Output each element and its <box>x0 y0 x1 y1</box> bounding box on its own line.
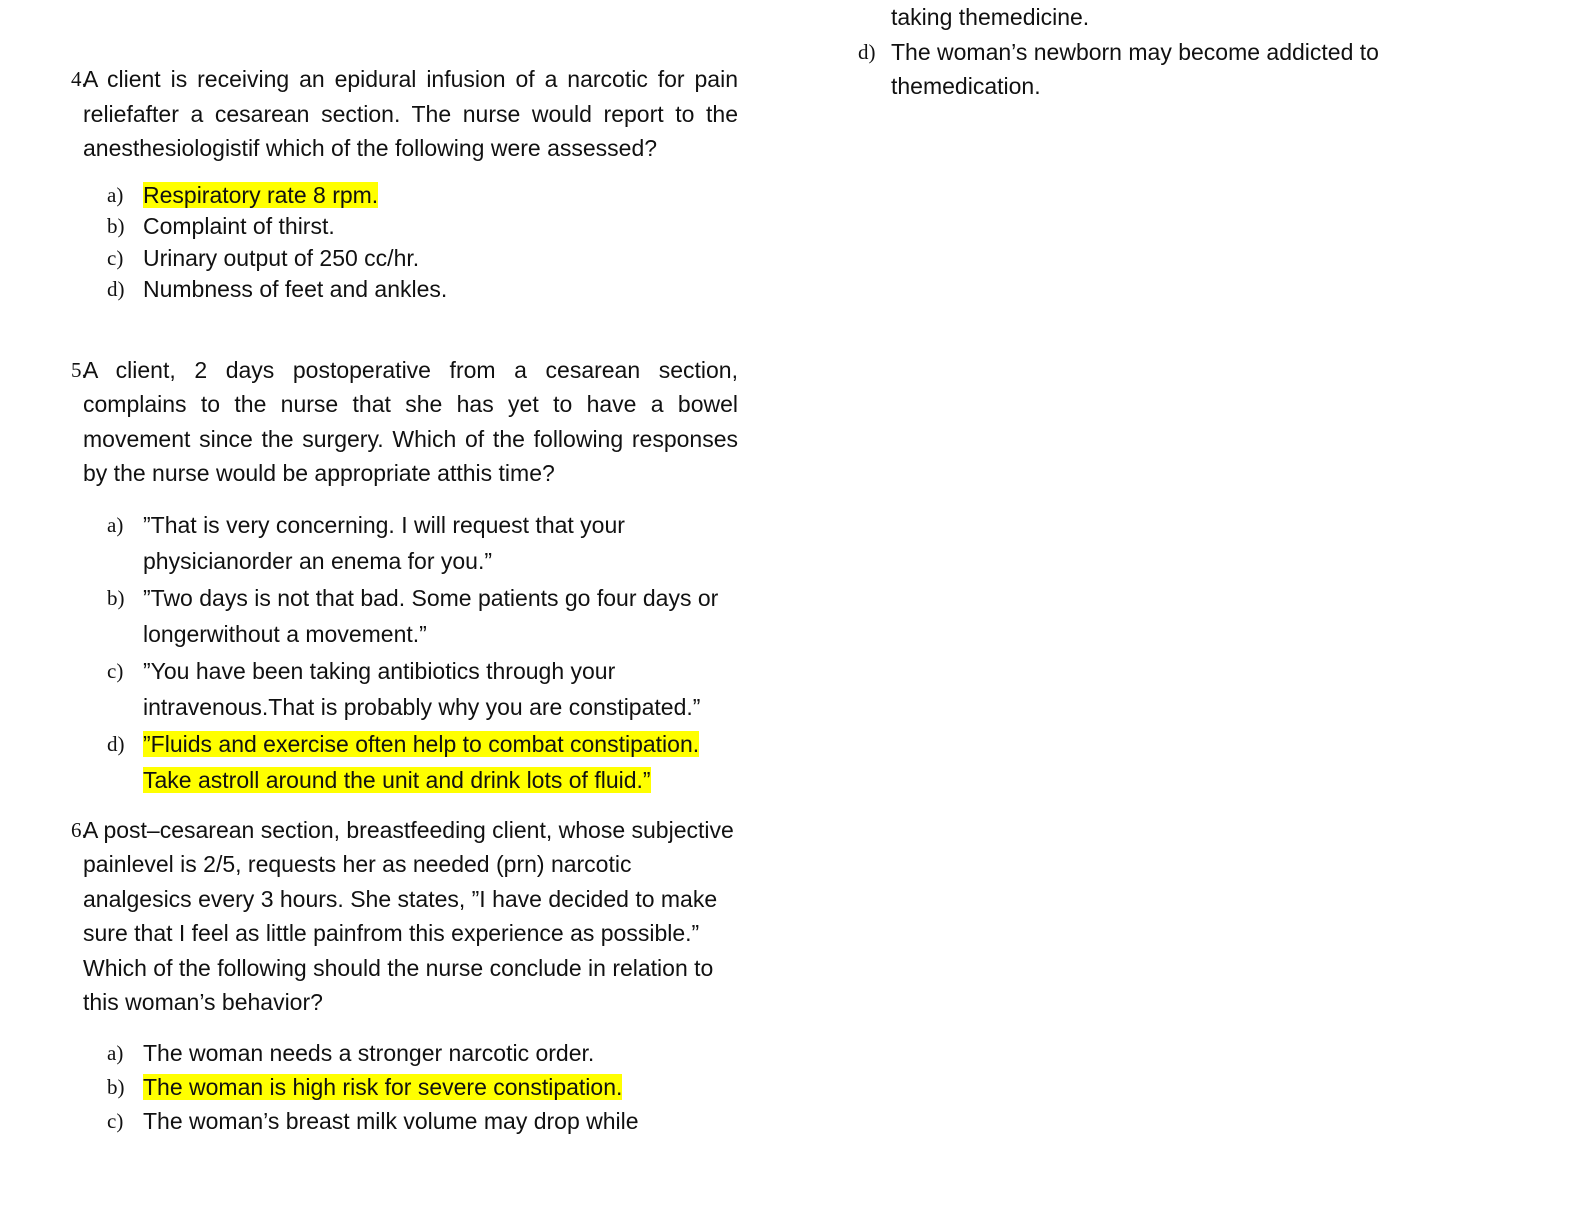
question-5-option-d <box>72 726 723 799</box>
option-text-highlighted: The woman is high risk for severe constipation. <box>143 1073 623 1100</box>
option-letter: b) <box>107 585 125 610</box>
question-4-text: A client is receiving an epidural infusion of a narcotic for pain reliefafter a cesarean section. The nurse would report to the anesthesiologistif which of the following were assessed? <box>83 66 738 161</box>
question-6-option-a <box>72 1036 723 1070</box>
option-text: Numbness of feet and ankles. <box>143 276 448 302</box>
right-column <box>858 0 1418 104</box>
option-text: ”Two days is not that bad. Some patients go four days or longerwithout a movement.” <box>143 584 719 647</box>
question-6-text: A post–cesarean section, breastfeeding client, whose subjective painlevel is 2/5, requests her as needed (prn) narcotic analgesics every 3 hours. She states, ”I have decided to make sure that I feel as little painfrom this experience as possible.” Which of the following should the nurse conclude in relation to this woman’s behavior? <box>83 816 734 1015</box>
left-column <box>72 62 738 1138</box>
option-text: ”You have been taking antibiotics through your intravenous.That is probably why you are constipated.” <box>143 657 701 720</box>
option-letter: d) <box>107 731 125 756</box>
option-letter: c) <box>107 658 124 683</box>
option-letter: a) <box>107 1040 124 1065</box>
question-5-option-a <box>72 507 723 580</box>
option-text: Urinary output of 250 cc/hr. <box>143 244 420 271</box>
option-text: Complaint of thirst. <box>143 213 335 239</box>
option-letter: b) <box>107 1074 125 1099</box>
option-text: taking themedicine. <box>891 4 1090 30</box>
question-5-option-b <box>72 580 723 653</box>
question-4-option-b <box>72 211 723 243</box>
option-letter: a) <box>107 512 124 537</box>
question-6-option-b <box>72 1070 723 1104</box>
option-letter: d) <box>858 39 876 64</box>
question-5-stem <box>72 353 738 491</box>
question-5-number: 5. <box>71 357 87 382</box>
option-text-highlighted: Respiratory rate 8 rpm. <box>143 181 379 208</box>
question-5-text: A client, 2 days postoperative from a cesarean section, complains to the nurse that she has yet to have a bowel movement since the surgery. Which of the following responses by the nurse would be appropriate atthis time? <box>83 356 738 486</box>
question-4-option-a <box>72 180 723 212</box>
option-text: The woman’s breast milk volume may drop while <box>143 1107 639 1134</box>
question-4-option-d <box>72 274 723 306</box>
option-letter: a) <box>107 182 124 207</box>
question-6-stem <box>72 813 738 1020</box>
question-6-number: 6. <box>71 817 87 842</box>
question-4-options <box>72 180 738 306</box>
question-4-option-c <box>72 243 723 275</box>
option-letter: d) <box>107 277 125 301</box>
option-letter: c) <box>107 1108 124 1133</box>
option-letter: b) <box>107 214 125 238</box>
option-letter: c) <box>107 245 124 270</box>
option-text-highlighted: ”Fluids and exercise often help to combat constipation. Take astroll around the unit and drink lots of fluid.” <box>143 730 700 793</box>
question-5-option-c <box>72 653 723 726</box>
question-6-option-c <box>72 1104 723 1138</box>
question-6 <box>72 813 738 1138</box>
question-4-number: 4. <box>71 67 87 91</box>
question-6-option-d <box>858 35 1411 104</box>
question-6-option-c-continued <box>858 0 1411 35</box>
option-text: The woman needs a stronger narcotic order. <box>143 1039 595 1066</box>
question-5 <box>72 353 738 799</box>
question-4 <box>72 62 738 306</box>
option-text: The woman’s newborn may become addicted to themedication. <box>891 38 1379 99</box>
option-text: ”That is very concerning. I will request that your physicianorder an enema for you.” <box>143 511 625 574</box>
question-5-options <box>72 507 738 799</box>
question-6-options <box>72 1036 738 1138</box>
question-4-stem <box>72 62 738 166</box>
